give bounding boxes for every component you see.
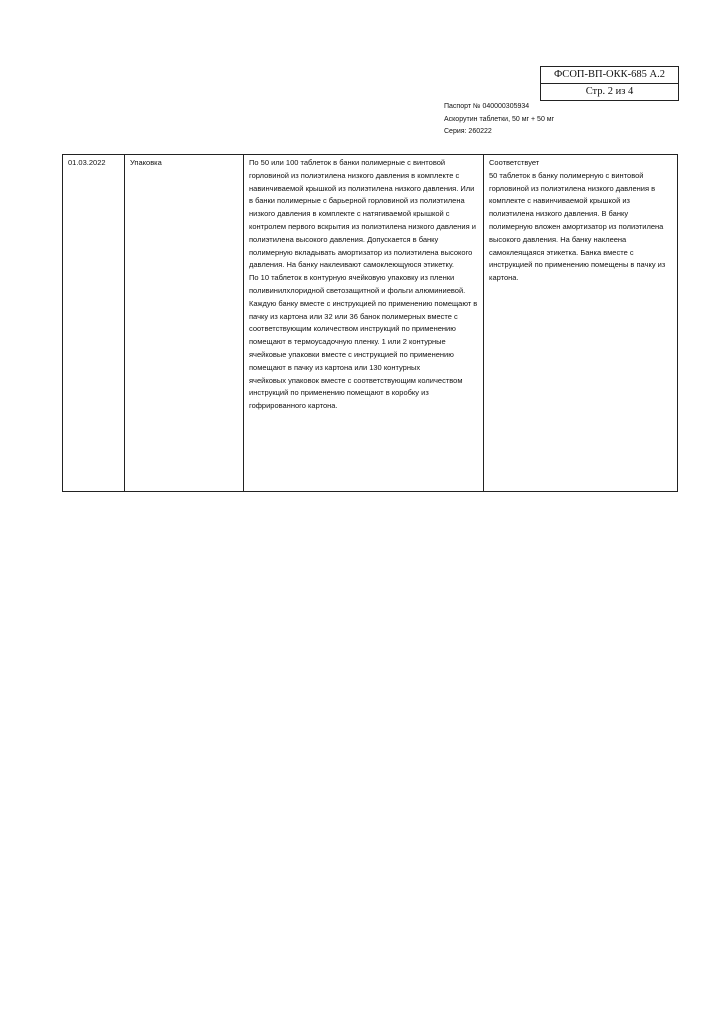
indicator-cell xyxy=(125,155,244,492)
requirement-cell xyxy=(244,155,484,492)
indicator-name: Упаковка xyxy=(130,158,162,167)
form-code: ФСОП-ВП-ОКК-685 А.2 xyxy=(554,69,665,80)
date-cell xyxy=(63,155,125,492)
test-date: 01.03.2022 xyxy=(68,158,106,167)
requirement-text: ячейковых упаковок вместе с соответствующим количеством инструкций по применению помещают в коробку из гофрированного картона. xyxy=(249,375,463,411)
result-cell xyxy=(484,155,678,492)
table-row xyxy=(63,155,678,492)
requirement-text: По 10 таблеток в контурную ячейковую упаковку из пленки поливинилхлоридной светозащитной и фольги алюминиевой. Каждую банку вместе с инструкцией по применению помещают в пачку из картона или 32 или 36 банок полимерных вместе с соответствующим количеством инструкций по применению помещают в термоусадочную пленку. 1 или 2 контурные ячейковые упаковки вместе с инструкцией по применению помещают в пачку из картона или 130 контурных xyxy=(249,273,478,372)
result-text: 50 таблеток в банку полимерную с винтовой горловиной из полиэтилена низкого давления в комплекте с навинчиваемой крышкой из полиэтилена низкого давления. В банку полимерную вложен амортизатор из полиэтилена высокого давления. На банку наклеена самоклеящаяся этикетка. Банка вместе с инструкцией по применению помещены в пачку из картона. xyxy=(489,170,666,283)
form-code-box xyxy=(540,66,679,101)
requirement-text: По 50 или 100 таблеток в банки полимерные с винтовой горловиной из полиэтилена низкого давления в комплекте с навинчиваемой крышкой из полиэтилена низкого давления. Или в банки полимерные с барьерной горловиной из полиэтилена низкого давления в комплекте с натягиваемой крышкой с контролем первого вскрытия из полиэтилена низкого давления и полиэтилена высокого давления. Допускается в банку полимерную вкладывать амортизатор из полиэтилена высокого давления. На банку наклеивают самоклеющуюся этикетку. xyxy=(249,158,476,270)
result-verdict: Соответствует xyxy=(489,158,540,167)
passport-block xyxy=(444,101,554,139)
page-number: Стр. 2 из 4 xyxy=(541,83,678,100)
series-number: Серия: 260222 xyxy=(444,128,492,135)
passport-number: Паспорт № 040000305934 xyxy=(444,103,530,110)
product-name: Аскорутин таблетки, 50 мг + 50 мг xyxy=(444,115,555,123)
results-table xyxy=(62,154,678,492)
